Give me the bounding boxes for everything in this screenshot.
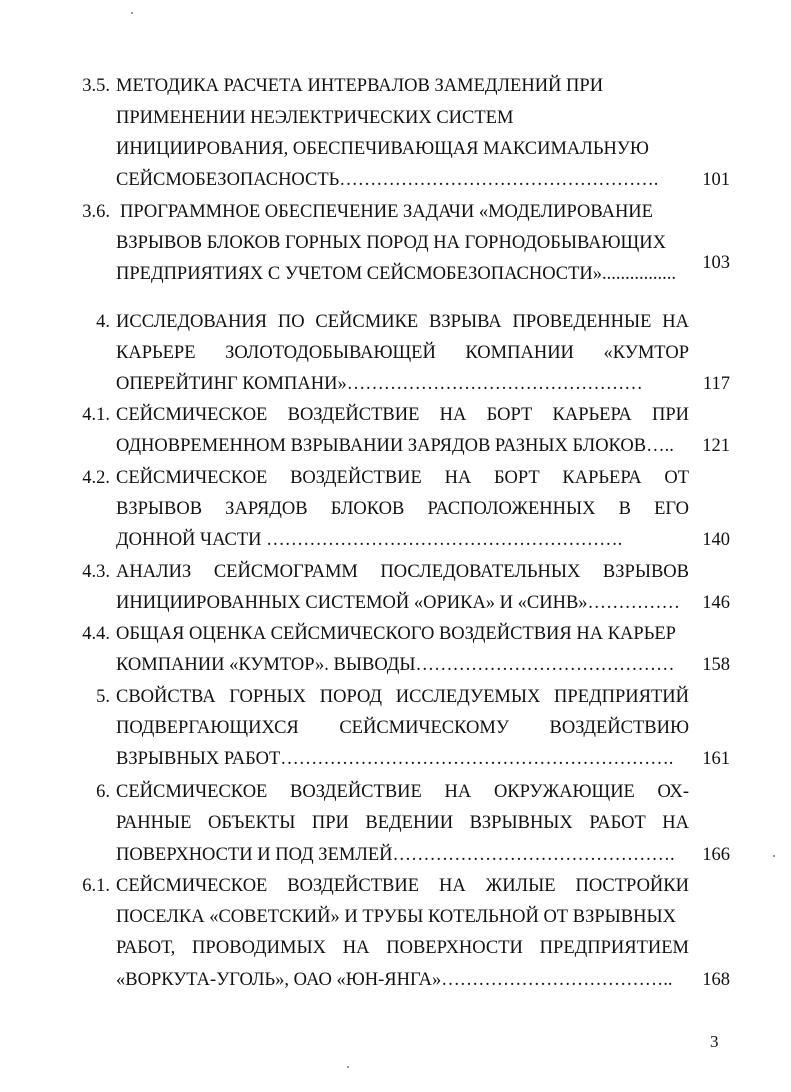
entry-title-line: ПРЕДПРИЯТИЯХ С УЧЕТОМ СЕЙСМОБЕЗОПАСНОСТИ»................ (116, 264, 677, 284)
page-number-footer: 3 (710, 1032, 719, 1051)
entry-title-line: СЕЙСМИЧЕСКОЕ ВОЗДЕЙСТВИЕ НА БОРТ КАРЬЕРА ОТ (116, 468, 689, 488)
entry-number: 3.5. (82, 76, 110, 96)
entry-page-number: 158 (702, 655, 730, 675)
entry-title-line: ВЗРЫВОВ ЗАРЯДОВ БЛОКОВ РАСПОЛОЖЕННЫХ В ЕГО (116, 499, 689, 519)
entry-title-line: ВЗРЫВОВ БЛОКОВ ГОРНЫХ ПОРОД НА ГОРНОДОБЫВАЮЩИХ (116, 233, 666, 253)
entry-number: 6.1. (82, 876, 110, 896)
entry-number: 3.6. (82, 202, 110, 222)
entry-title-line: АНАЛИЗ СЕЙСМОГРАММ ПОСЛЕДОВАТЕЛЬНЫХ ВЗРЫВОВ (116, 562, 689, 582)
entry-page-number: 166 (702, 845, 730, 865)
entry-number: 6. (96, 782, 110, 802)
entry-title-line: РАБОТ, ПРОВОДИМЫХ НА ПОВЕРХНОСТИ ПРЕДПРИЯТИЕМ (116, 938, 689, 958)
entry-title-line: ИНИЦИИРОВАННЫХ СИСТЕМОЙ «ОРИКА» И «СИНВ»…………… (116, 593, 681, 613)
entry-title-line: ПОСЕЛКА «СОВЕТСКИЙ» И ТРУБЫ КОТЕЛЬНОЙ ОТ ВЗРЫВНЫХ (116, 907, 676, 927)
entry-number: 4.4. (82, 624, 110, 644)
entry-page-number: 146 (702, 593, 730, 613)
entry-page-number: 103 (702, 253, 730, 273)
entry-title-line: ПРИМЕНЕНИИ НЕЭЛЕКТРИЧЕСКИХ СИСТЕМ (116, 108, 514, 128)
entry-title-line: ИССЛЕДОВАНИЯ ПО СЕЙСМИКЕ ВЗРЫВА ПРОВЕДЕННЫЕ НА (116, 312, 689, 332)
entry-title-line: СЕЙСМИЧЕСКОЕ ВОЗДЕЙСТВИЕ НА ОКРУЖАЮЩИЕ ОХ- (116, 782, 689, 802)
entry-title-line: ДОННОЙ ЧАСТИ …………………………………………………. (116, 530, 623, 550)
entry-page-number: 121 (702, 436, 730, 456)
entry-page-number: 101 (702, 170, 730, 190)
entry-page-number: 117 (702, 374, 730, 394)
entry-title-line: ПОВЕРХНОСТИ И ПОД ЗЕМЛЕЙ………………………………………. (116, 845, 675, 865)
scan-speck (131, 12, 133, 14)
entry-title-line: МЕТОДИКА РАСЧЕТА ИНТЕРВАЛОВ ЗАМЕДЛЕНИЙ ПРИ (116, 76, 604, 96)
entry-title-line: СЕЙСМОБЕЗОПАСНОСТЬ……………………………………………. (116, 170, 659, 190)
entry-title-line: ОДНОВРЕМЕННОМ ВЗРЫВАНИИ ЗАРЯДОВ РАЗНЫХ БЛОКОВ….. (116, 436, 674, 456)
entry-title-line: ПОДВЕРГАЮЩИХСЯ СЕЙСМИЧЕСКОМУ ВОЗДЕЙСТВИЮ (116, 718, 689, 738)
entry-page-number: 161 (702, 749, 730, 769)
entry-number: 4.1. (82, 405, 110, 425)
entry-page-number: 140 (702, 530, 730, 550)
entry-page-number: 168 (702, 970, 730, 990)
entry-number: 5. (96, 687, 110, 707)
entry-title-line: КОМПАНИИ «КУМТОР». ВЫВОДЫ…………………………………… (116, 655, 675, 675)
entry-title-line: СВОЙСТВА ГОРНЫХ ПОРОД ИССЛЕДУЕМЫХ ПРЕДПРИЯТИЙ (116, 687, 689, 707)
entry-title-line: ОПЕРЕЙТИНГ КОМПАНИ»………………………………………… (116, 374, 643, 394)
entry-title-line: РАННЫЕ ОБЪЕКТЫ ПРИ ВЕДЕНИИ ВЗРЫВНЫХ РАБОТ НА (116, 813, 689, 833)
entry-number: 4. (96, 312, 110, 332)
scan-speck (347, 1066, 349, 1068)
entry-title-line: СЕЙСМИЧЕСКОЕ ВОЗДЕЙСТВИЕ НА ЖИЛЫЕ ПОСТРОЙКИ (116, 876, 689, 896)
entry-title-line: «ВОРКУТА-УГОЛЬ», ОАО «ЮН-ЯНГА»……………………………….. (116, 970, 673, 990)
entry-title-line: КАРЬЕРЕ ЗОЛОТОДОБЫВАЮЩЕЙ КОМПАНИИ «КУМТОР (116, 343, 689, 363)
entry-title-line: ВЗРЫВНЫХ РАБОТ………………………………………………………. (116, 749, 674, 769)
entry-number: 4.2. (82, 468, 110, 488)
entry-title-line: ИНИЦИИРОВАНИЯ, ОБЕСПЕЧИВАЮЩАЯ МАКСИМАЛЬНУЮ (116, 139, 649, 159)
entry-title-line: ПРОГРАММНОЕ ОБЕСПЕЧЕНИЕ ЗАДАЧИ «МОДЕЛИРОВАНИЕ (120, 202, 653, 222)
entry-title-line: СЕЙСМИЧЕСКОЕ ВОЗДЕЙСТВИЕ НА БОРТ КАРЬЕРА ПРИ (116, 405, 689, 425)
scan-speck (773, 855, 775, 857)
entry-number: 4.3. (82, 562, 110, 582)
entry-title-line: ОБЩАЯ ОЦЕНКА СЕЙСМИЧЕСКОГО ВОЗДЕЙСТВИЯ НА КАРЬЕР (116, 624, 676, 644)
